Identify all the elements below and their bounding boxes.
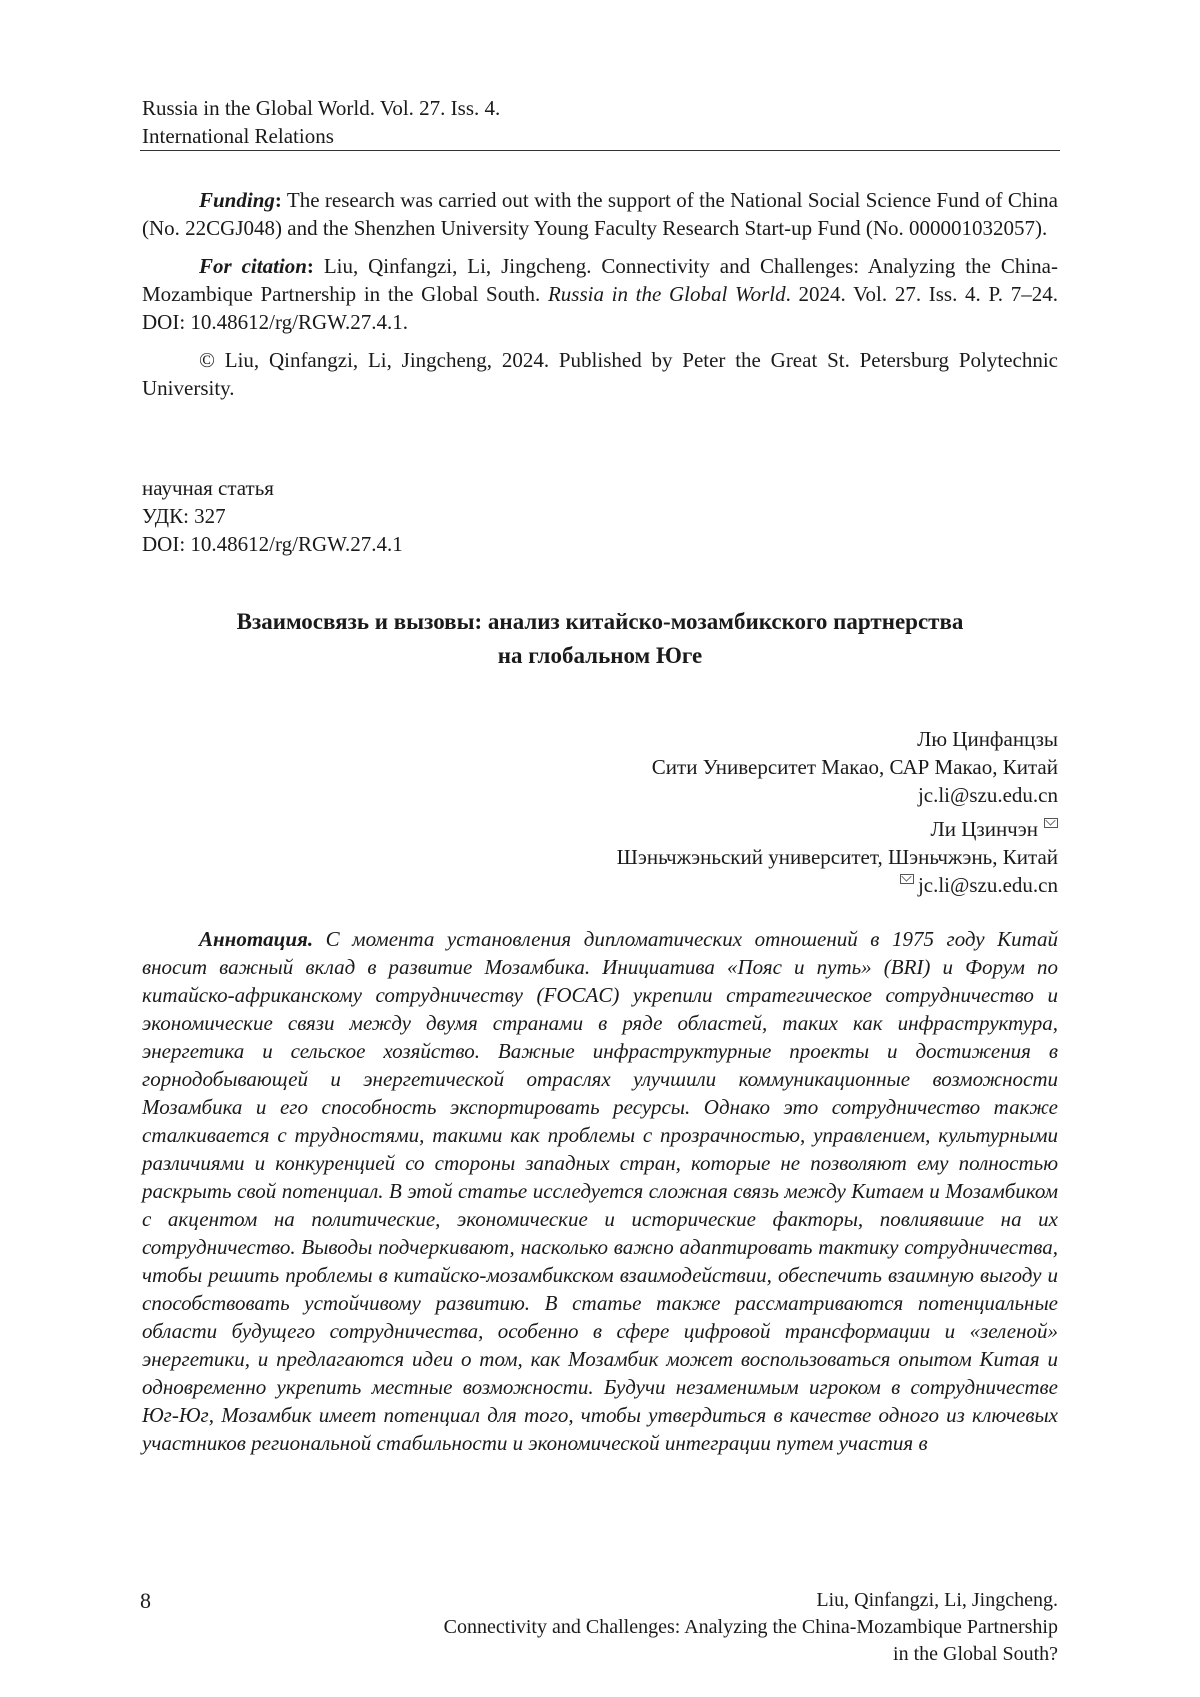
author-email-line [358,871,1058,899]
author-affiliation: Шэньчжэньский университет, Шэньчжэнь, Китай [616,845,1058,869]
author-2 [358,815,1058,899]
abstract-paragraph [142,925,1058,1457]
citation-colon: : [306,254,314,278]
page-number: 8 [140,1588,151,1613]
abstract-label: Аннотация. [199,927,314,951]
citation-text-before: Liu, Qinfangzi, Li, Jingcheng. Connectivity and Challenges: Analyzing the China-Mozambique Partnership in the Global South. [142,254,1058,306]
citation-paragraph [142,252,1058,336]
author-email[interactable]: jc.li@szu.edu.cn [917,783,1058,807]
author-affiliation: Сити Университет Макао, САР Макао, Китай [651,755,1058,779]
footer-citation [298,1587,1058,1668]
abstract [142,925,1058,1457]
article-title [142,605,1058,673]
envelope-icon [1044,818,1058,828]
front-matter [142,186,1058,412]
author-email[interactable]: jc.li@szu.edu.cn [917,873,1058,897]
section-name: International Relations [142,124,334,148]
running-head [142,94,1062,150]
title-line-1: Взаимосвязь и вызовы: анализ китайско-мозамбикского партнерства [236,609,964,634]
footer-cite-line-2: Connectivity and Challenges: Analyzing the China-Mozambique Partnership [443,1616,1058,1638]
author-1 [358,725,1058,809]
journal-name: Russia in the Global World. Vol. 27. Iss. 4. [142,96,501,120]
funding-paragraph [142,186,1058,242]
copyright-paragraph: © Liu, Qinfangzi, Li, Jingcheng, 2024. Published by Peter the Great St. Petersburg Polytechnic University. [142,348,1058,400]
footer-cite-line-3: in the Global South? [893,1643,1058,1665]
author-name: Ли Цзинчэн [930,817,1038,841]
footer-cite-line-1: Liu, Qinfangzi, Li, Jingcheng. [816,1589,1058,1611]
author-name-line [358,815,1058,843]
header-rule [140,150,1060,151]
funding-label: Funding [199,188,275,212]
citation-label: For citation [199,254,307,278]
udc-code: УДК: 327 [142,504,226,528]
funding-text: The research was carried out with the support of the National Social Science Fund of China (No. 22CGJ048) and the Shenzhen University Young Faculty Research Start-up Fund (No. 000001032057). [142,188,1058,240]
article-type: научная статья [142,476,274,500]
abstract-text: С момента установления дипломатических отношений в 1975 году Китай вносит важный вклад в развитие Мозамбика. Инициатива «Пояс и путь» (BRI) и Форум по китайско-африканскому сотрудничеству (FOCAC) укрепили стратегическое сотрудничество и экономические связи между двумя странами в ряде областей, таких как инфраструктура, энергетика и сельское хозяйство. Важные инфраструктурные проекты и достижения в горнодобывающей и энергетической отраслях улучшили коммуникационные возможности Мозамбика и его способность экспортировать ресурсы. Однако это сотрудничество также сталкивается с трудностями, такими как проблемы с прозрачностью, управлением, культурными различиями и конкуренцией со стороны западных стран, которые не позволяют ему полностью раскрыть свой потенциал. В этой статье исследуется сложная связь между Китаем и Мозамбиком с акцентом на политические, экономические и исторические факторы, повлиявшие на их сотрудничество. Выводы подчеркивают, насколько важно адаптировать тактику сотрудничества, чтобы решить проблемы в китайско-мозамбикском взаимодействии, обеспечить взаимную выгоду и способствовать устойчивому развитию. В статье также рассматриваются потенциальные области будущего сотрудничества, особенно в сфере цифровой трансформации и «зеленой» энергетики, и предлагаются идеи о том, как Мозамбик может воспользоваться опытом Китая и одновременно укрепить местные возможности. Будучи незаменимым игроком в сотрудничестве Юг-Юг, Мозамбик имеет потенциал для того, чтобы утвердиться в качестве одного из ключевых участников региональной стабильности и экономической интеграции путем участия в [142,927,1058,1455]
article-meta [142,474,403,558]
doi: DOI: 10.48612/rg/RGW.27.4.1 [142,532,403,556]
citation-text-after: . 2024. Vol. 27. Iss. 4. P. 7–24. DOI: 10.48612/rg/RGW.27.4.1. [142,282,1058,334]
citation-journal: Russia in the Global World [547,282,786,306]
author-name: Лю Цинфанцзы [917,727,1058,751]
funding-colon: : [274,188,282,212]
authors-block [358,725,1058,899]
title-line-2: на глобальном Юге [497,643,703,668]
envelope-icon [900,874,914,884]
